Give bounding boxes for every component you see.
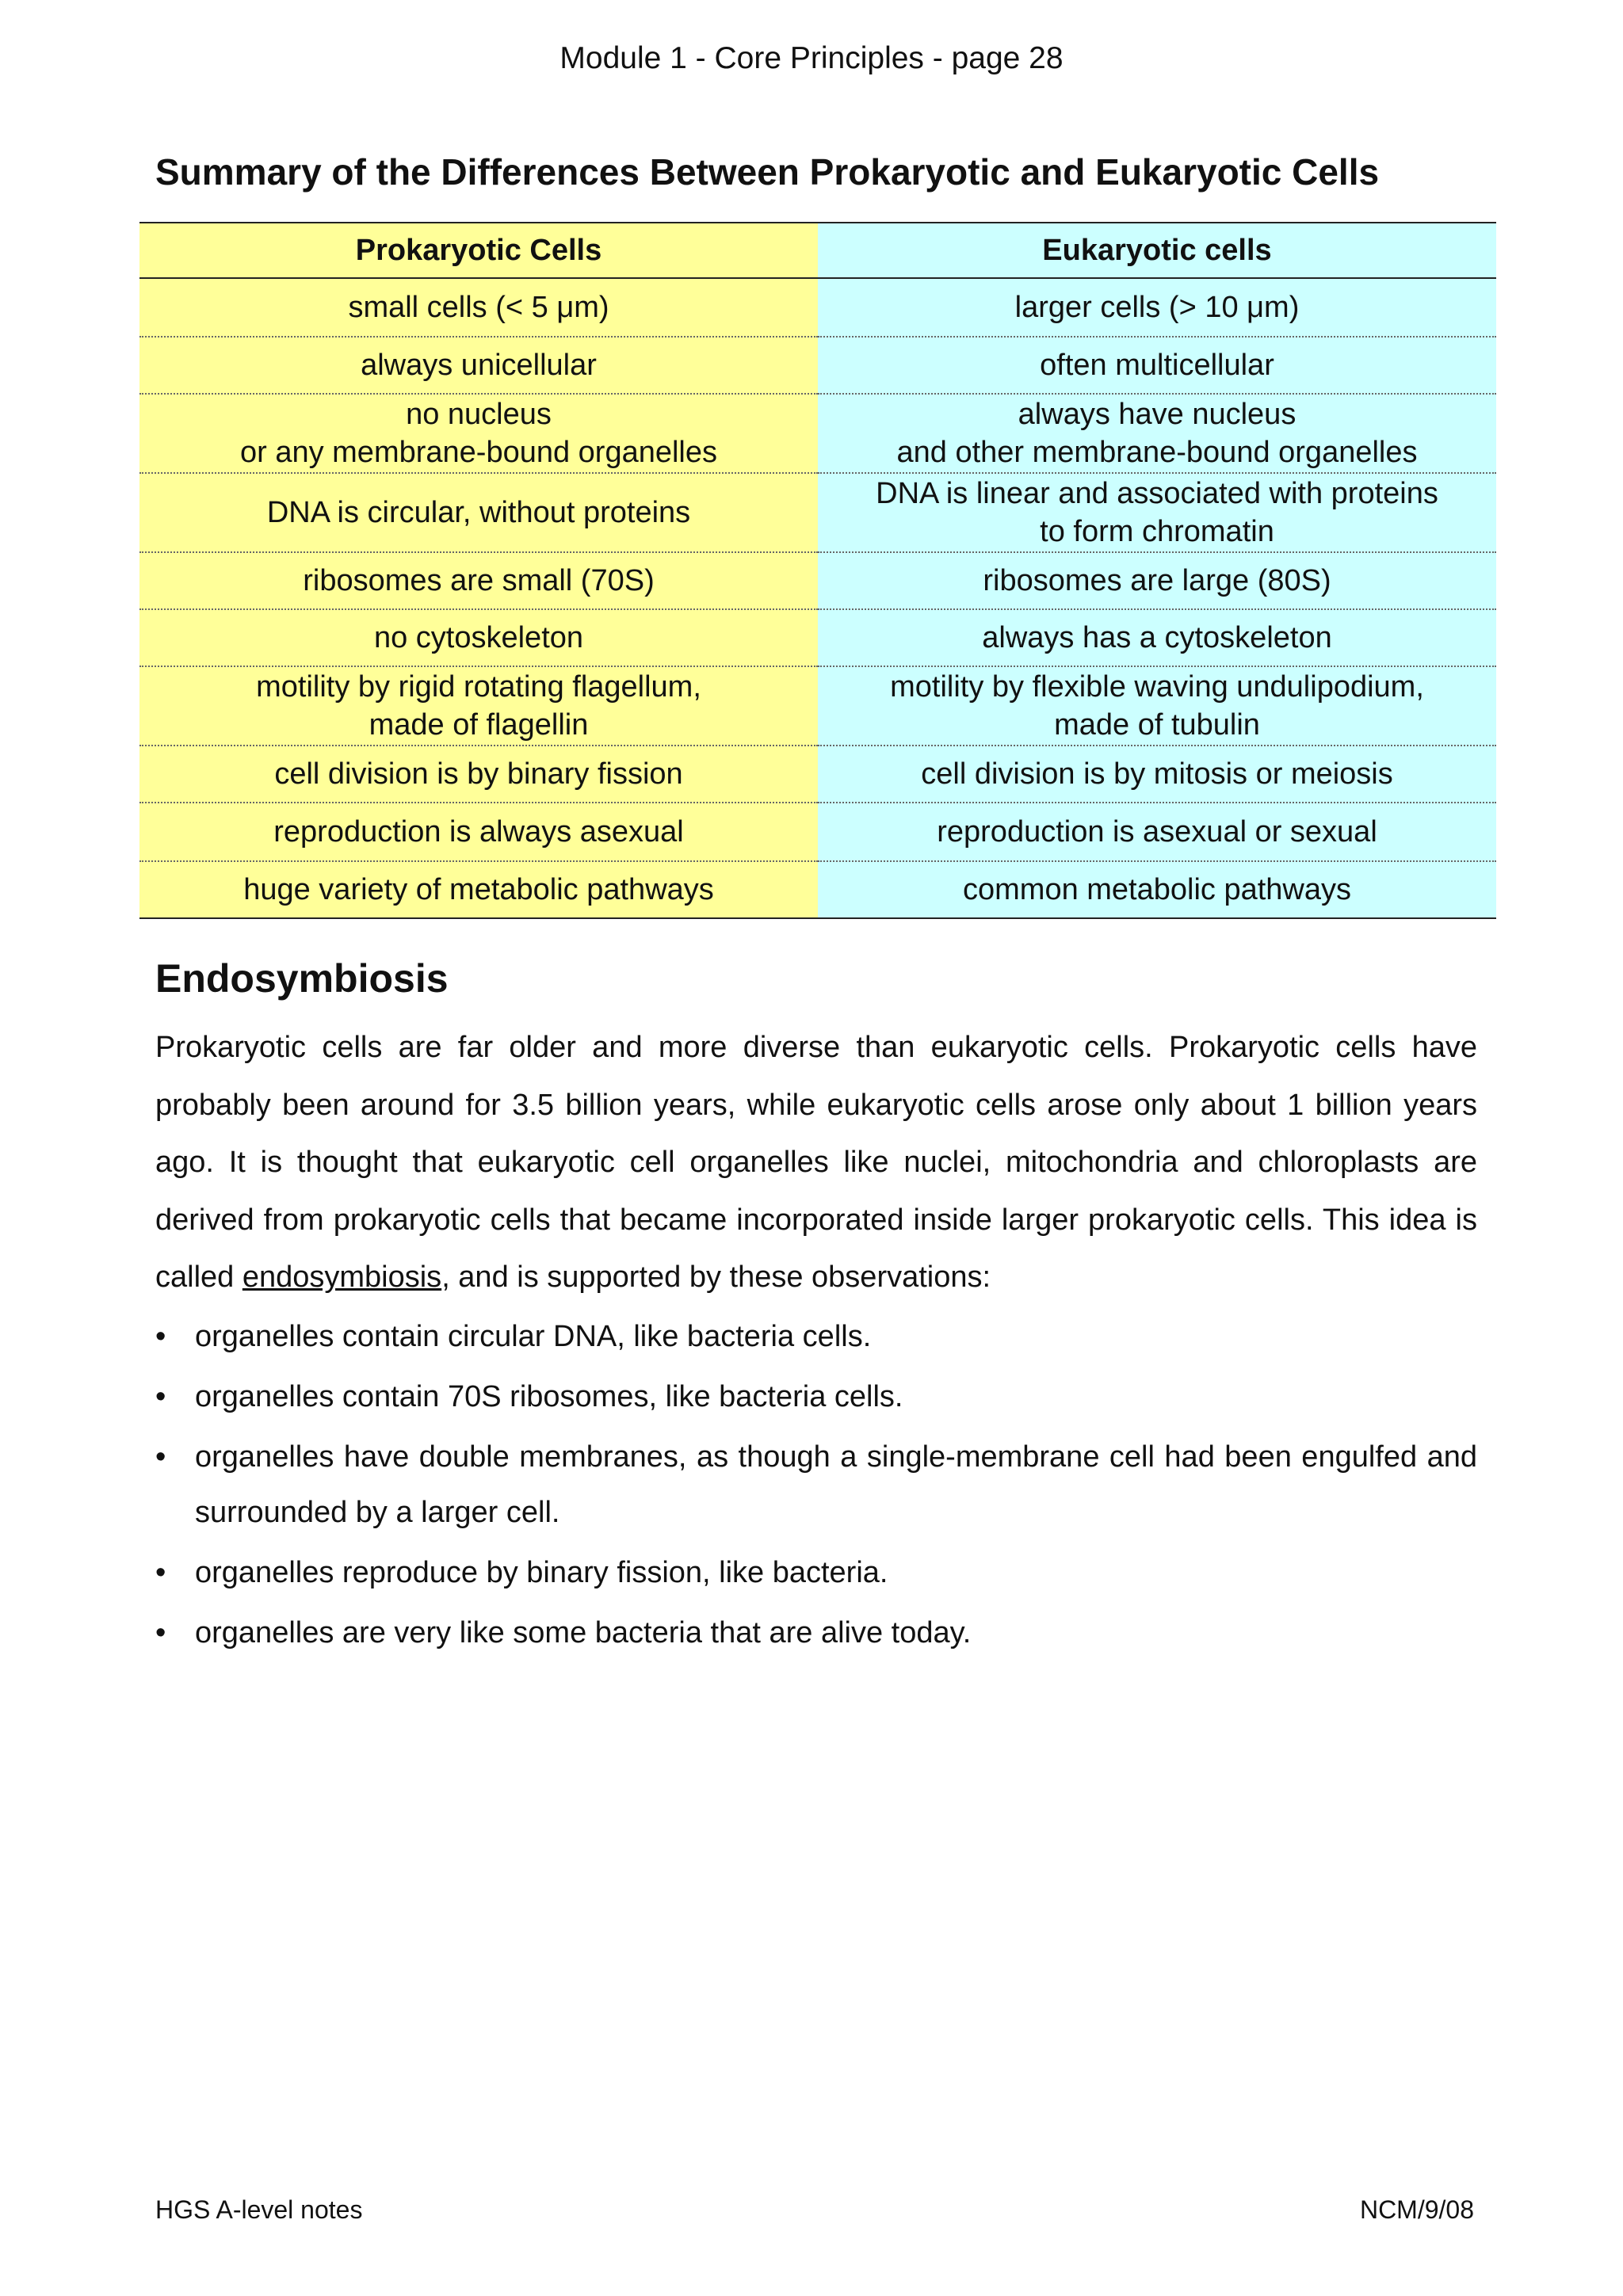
cell-text-line: reproduction is asexual or sexual — [937, 815, 1377, 849]
cell-text-line: motility by rigid rotating flagellum, — [256, 670, 701, 704]
table-row — [139, 394, 1496, 473]
bullet-icon: • — [155, 1556, 166, 1589]
list-item — [155, 1429, 1477, 1540]
table-row — [139, 746, 1496, 803]
prokaryotic-cell — [139, 666, 818, 746]
table-row — [139, 666, 1496, 746]
observation-text: organelles have double membranes, as though a single-membrane cell had been engulfed and surrounded by a larger cell. — [195, 1440, 1477, 1529]
cell-text-line: no nucleus — [406, 398, 552, 431]
eukaryotic-cell — [818, 278, 1496, 337]
prokaryotic-cell — [139, 609, 818, 666]
bullet-icon: • — [155, 1320, 166, 1353]
page-header: Module 1 - Core Principles - page 28 — [559, 41, 1064, 75]
paragraph-text-end: , and is supported by these observations: — [441, 1261, 991, 1295]
cell-text-line: reproduction is always asexual — [273, 815, 684, 849]
cell-text-line: motility by flexible waving undulipodium, — [890, 670, 1424, 704]
cell-text-line: often multicellular — [1040, 349, 1274, 382]
prokaryotic-cell — [139, 473, 818, 552]
cell-text-line: made of tubulin — [1054, 708, 1260, 742]
comparison-table-body — [139, 278, 1496, 918]
cell-text-line: cell division is by binary fission — [274, 757, 683, 791]
bullet-icon: • — [155, 1616, 166, 1650]
eukaryotic-column-header: Eukaryotic cells — [818, 223, 1496, 278]
cell-text-line: always unicellular — [361, 349, 597, 382]
paragraph-text: Prokaryotic cells are far older and more diverse than eukaryotic cells. Prokaryotic cells have probably been around for 3.5 billion years, while eukaryotic cells arose only about 1 billion years ago. It is thought that eukaryotic cell organelles like nuclei, mitochondria and chloroplasts are derived from prokaryotic cells that became incorporated inside larger prokaryotic cells. This idea is called — [155, 1031, 1477, 1295]
cell-text-line: DNA is linear and associated with proteins — [876, 477, 1438, 510]
table-row — [139, 278, 1496, 337]
list-item — [155, 1605, 1477, 1661]
table-row — [139, 609, 1496, 666]
eukaryotic-cell — [818, 394, 1496, 473]
cell-text-line: DNA is circular, without proteins — [266, 496, 691, 529]
bullet-icon: • — [155, 1440, 166, 1474]
prokaryotic-cell — [139, 278, 818, 337]
table-header-row — [139, 223, 1496, 278]
eukaryotic-cell — [818, 861, 1496, 918]
eukaryotic-cell — [818, 473, 1496, 552]
cell-text-line: always have nucleus — [1018, 398, 1296, 431]
table-row — [139, 861, 1496, 918]
cell-text-line: cell division is by mitosis or meiosis — [921, 757, 1393, 791]
cell-text-line: common metabolic pathways — [963, 873, 1351, 906]
table-row — [139, 337, 1496, 394]
bullet-icon: • — [155, 1380, 166, 1413]
observation-text: organelles contain 70S ribosomes, like bacteria cells. — [195, 1380, 903, 1413]
cell-text-line: to form chromatin — [1040, 515, 1274, 548]
eukaryotic-cell — [818, 609, 1496, 666]
list-item — [155, 1369, 1477, 1425]
prokaryotic-cell — [139, 552, 818, 609]
cell-text-line: larger cells (> 10 μm) — [1014, 291, 1300, 324]
cell-text-line: and other membrane-bound organelles — [896, 436, 1418, 469]
table-row — [139, 803, 1496, 861]
cell-text-line: small cells (< 5 μm) — [348, 291, 609, 324]
cell-text-line: no cytoskeleton — [373, 621, 584, 654]
prokaryotic-cell — [139, 394, 818, 473]
prokaryotic-cell — [139, 861, 818, 918]
cell-text-line: made of flagellin — [369, 708, 589, 742]
cell-text-line: always has a cytoskeleton — [982, 621, 1332, 654]
eukaryotic-cell — [818, 803, 1496, 861]
prokaryotic-cell — [139, 337, 818, 394]
cell-text-line: ribosomes are small (70S) — [303, 564, 655, 597]
observation-text: organelles reproduce by binary fission, like bacteria. — [195, 1556, 888, 1589]
endosymbiosis-paragraph — [155, 1019, 1477, 1306]
observation-text: organelles are very like some bacteria that are alive today. — [195, 1616, 972, 1650]
footer-left: HGS A-level notes — [155, 2195, 363, 2224]
observation-text: organelles contain circular DNA, like bacteria cells. — [195, 1320, 872, 1353]
endosymbiosis-term: endosymbiosis — [242, 1261, 442, 1295]
cell-text-line: or any membrane-bound organelles — [239, 436, 718, 469]
cell-text-line: ribosomes are large (80S) — [983, 564, 1331, 597]
eukaryotic-cell — [818, 746, 1496, 803]
eukaryotic-cell — [818, 666, 1496, 746]
prokaryotic-cell — [139, 746, 818, 803]
endosymbiosis-heading: Endosymbiosis — [155, 956, 449, 1001]
eukaryotic-cell — [818, 552, 1496, 609]
table-row — [139, 473, 1496, 552]
summary-title: Summary of the Differences Between Prokaryotic and Eukaryotic Cells — [155, 151, 1380, 193]
list-item — [155, 1545, 1477, 1600]
observations-list — [155, 1309, 1477, 1665]
table-row — [139, 552, 1496, 609]
list-item — [155, 1309, 1477, 1364]
prokaryotic-cell — [139, 803, 818, 861]
cell-text-line: huge variety of metabolic pathways — [243, 873, 714, 906]
footer-right: NCM/9/08 — [1359, 2195, 1474, 2224]
prokaryotic-column-header: Prokaryotic Cells — [139, 223, 818, 278]
comparison-table — [139, 222, 1496, 919]
eukaryotic-cell — [818, 337, 1496, 394]
